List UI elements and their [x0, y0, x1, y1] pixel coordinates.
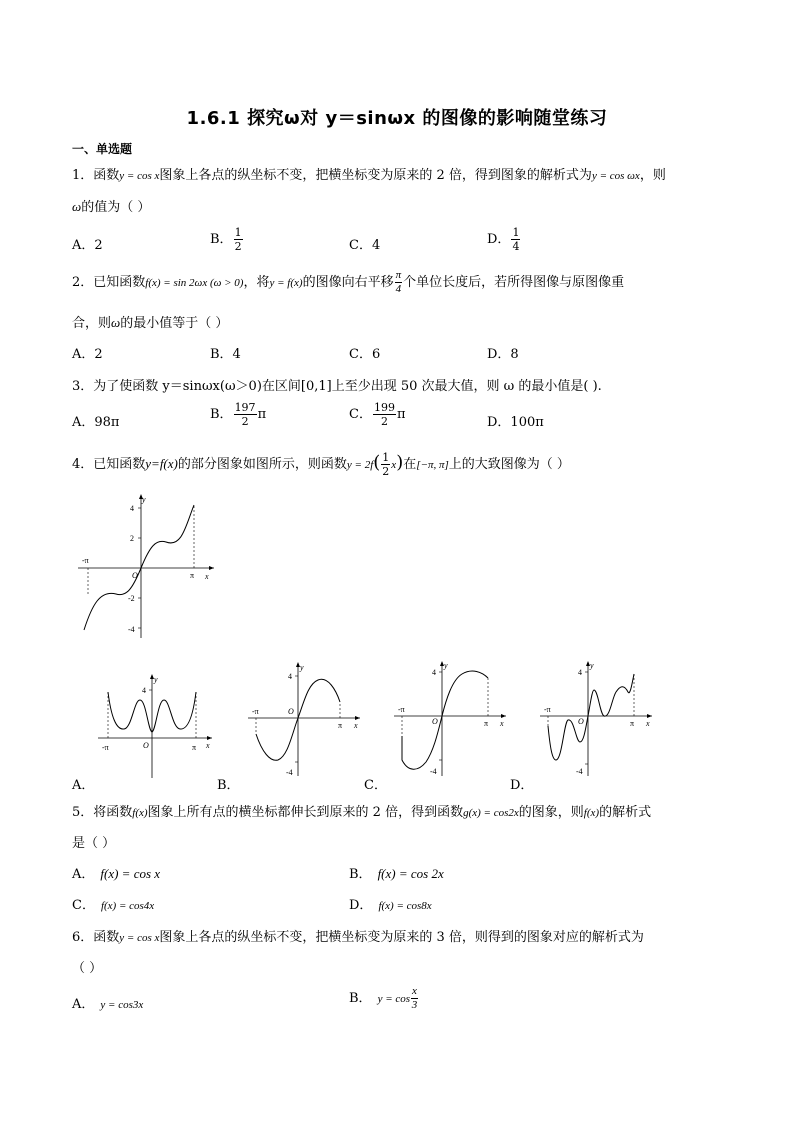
q5-formula-1: f(x)	[132, 807, 148, 819]
q5-option-b-label: B．	[349, 867, 372, 882]
q2-text: 个单位长度后，若所得图像与原图像重	[403, 275, 625, 290]
q6-option-a-formula: y = cos3x	[100, 999, 144, 1011]
q5-text: 图象上所有点的横坐标都伸长到原来的 2 倍，得到函数	[147, 805, 464, 820]
svg-text:x: x	[354, 721, 358, 730]
q6-formula-1: y = cos x	[119, 932, 160, 944]
q2-omega: ω	[111, 315, 121, 330]
q1-text: 图象上各点的纵坐标不变，把横坐标变为原来的 2 倍，得到图象的解析式为	[159, 168, 592, 183]
tick-label: 4	[130, 504, 134, 513]
q3-line1: 3．为了使函数 y＝sinωx(ω＞0)在区间[0,1]上至少出现 50 次最大值，则 ω 的最小值是( ).	[72, 379, 602, 394]
y-label: y	[142, 495, 146, 504]
q2-formula-1: f(x) = sin 2ωx (ω > 0)	[145, 277, 244, 289]
svg-text:O: O	[432, 717, 438, 726]
q4-option-d-graph[interactable]	[538, 660, 656, 778]
q5-option-a-formula: f(x) = cos x	[100, 866, 161, 881]
svg-text:-π: -π	[102, 743, 109, 752]
q5-option-b-formula: f(x) = cos 2x	[377, 866, 444, 881]
q4-line1: 4．已知函数y=f(x)的部分图象如图所示，则函数y = 2f( $\frac{1}{2}$ x)在[−π, π]上的大致图像为（ ）	[72, 451, 570, 478]
q2-formula-2: y = f(x)	[269, 277, 303, 289]
svg-text:π: π	[192, 743, 197, 752]
tick-label: 2	[130, 534, 134, 543]
q2-option-a[interactable]: A．2	[72, 347, 103, 362]
svg-text:π: π	[338, 721, 343, 730]
q2-text: 的最小值等于（ ）	[120, 316, 229, 331]
q1-option-d-fraction: $\frac{1}{4}$	[512, 226, 520, 253]
svg-text:π: π	[484, 719, 489, 728]
q5-formula-2: g(x) = cos2x	[463, 807, 519, 819]
q6-line1	[72, 926, 644, 945]
q4-option-d[interactable]: D．	[510, 778, 534, 793]
q6-text: 6．函数	[72, 930, 120, 945]
tick-label: -4	[128, 625, 135, 634]
q5-formula-3: f(x)	[583, 807, 600, 819]
q3-pi: π	[396, 407, 406, 422]
svg-text:-π: -π	[252, 707, 259, 716]
q4-interval: [−π, π]	[416, 459, 449, 471]
q2-text: 的图像向右平移	[302, 275, 394, 290]
q6-option-b-formula: y = cos	[377, 993, 411, 1005]
svg-text:-π: -π	[398, 705, 405, 714]
q3-option-c-label: C．	[349, 407, 372, 422]
q6-option-b-label: B．	[349, 991, 372, 1006]
q4-option-c-graph[interactable]	[392, 660, 510, 778]
svg-text:x: x	[646, 719, 650, 728]
q1-option-b-label: B．	[210, 232, 233, 247]
q5-option-d[interactable]	[349, 894, 432, 913]
q4-reference-graph	[78, 490, 218, 640]
q4-option-c[interactable]: C．	[364, 778, 387, 793]
svg-text:O: O	[143, 741, 149, 750]
q5-option-c-label: C．	[72, 898, 95, 913]
q3-option-a[interactable]: A．98π	[72, 415, 120, 430]
q2-option-b[interactable]: B．4	[210, 347, 241, 362]
x-label: x	[205, 572, 209, 581]
q6-option-b-fraction: $\frac{x}{3}$	[411, 985, 418, 1011]
tick-label: π	[190, 571, 195, 580]
q5-line2: 是（ ）	[72, 836, 116, 851]
svg-text:y: y	[444, 661, 448, 670]
q2-line2	[72, 312, 228, 331]
q4-fraction: $\frac{1}{2}$	[382, 451, 390, 478]
svg-text:x: x	[500, 719, 504, 728]
q3-option-b[interactable]	[210, 402, 266, 427]
q5-text: 5．将函数	[72, 805, 133, 820]
q2-option-d[interactable]: D．8	[487, 347, 519, 362]
q5-option-b[interactable]	[349, 863, 444, 882]
q1-option-a[interactable]: A．2	[72, 238, 103, 253]
q1-text: 的值为（ ）	[81, 200, 151, 215]
q3-pi: π	[257, 407, 267, 422]
q1-option-b-fraction: $\frac{1}{2}$	[234, 226, 242, 253]
q6-option-a[interactable]	[72, 993, 143, 1012]
q4-formula-1: y=f(x)	[145, 456, 178, 471]
q4-text: 上的大致图像为（ ）	[448, 457, 570, 472]
svg-text:4: 4	[288, 672, 292, 681]
tick-label: -2	[128, 594, 135, 603]
q4-text: 的部分图象如图所示，则函数	[177, 457, 347, 472]
q1-formula-2: y = cos ωx	[591, 170, 640, 182]
curve	[84, 505, 194, 630]
svg-text:-4: -4	[286, 768, 293, 777]
q5-option-a-label: A．	[72, 867, 95, 882]
q4-option-a-graph[interactable]	[96, 672, 216, 780]
q4-option-b-graph[interactable]	[246, 660, 364, 778]
q1-omega: ω	[72, 199, 82, 214]
page-title: 1.6.1 探究ω对 y＝sinωx 的图像的影响随堂练习	[186, 108, 608, 129]
q1-option-b[interactable]	[210, 227, 244, 252]
svg-text:y: y	[154, 675, 158, 684]
svg-text:4: 4	[432, 668, 436, 677]
svg-text:π: π	[630, 719, 635, 728]
section-heading: 一、单选题	[72, 142, 133, 156]
svg-text:O: O	[288, 707, 294, 716]
q6-option-a-label: A．	[72, 997, 95, 1012]
svg-text:-4: -4	[576, 767, 583, 776]
q5-option-d-formula: f(x) = cos8x	[378, 900, 432, 912]
q5-line1	[72, 801, 651, 820]
svg-text:-4: -4	[430, 767, 437, 776]
q1-text: 1．函数	[72, 168, 120, 183]
q3-option-c-fraction: $\frac{199}{2}$	[373, 401, 395, 428]
svg-text:4: 4	[578, 668, 582, 677]
q5-text: 的图象，则	[518, 805, 584, 820]
q6-option-b[interactable]	[349, 986, 419, 1011]
q4-formula-2: y = 2f	[346, 459, 374, 471]
q6-text: 图象上各点的纵坐标不变，把横坐标变为原来的 3 倍，则得到的图象对应的解析式为	[159, 930, 644, 945]
q1-line1	[72, 164, 666, 183]
svg-text:-π: -π	[544, 705, 551, 714]
q2-fraction: $\frac{\pi}{4}$	[395, 269, 402, 295]
q2-text: ，将	[243, 275, 270, 290]
q5-option-c-formula: f(x) = cos4x	[100, 900, 155, 912]
q1-option-c[interactable]: C．4	[349, 238, 381, 253]
q1-text: ，则	[639, 168, 666, 183]
q5-option-c[interactable]	[72, 894, 154, 913]
q4-text: 在	[403, 457, 417, 472]
q6-line2: （ ）	[72, 961, 103, 976]
q3-option-d[interactable]: D．100π	[487, 415, 544, 430]
svg-text:y: y	[590, 661, 594, 670]
svg-text:x: x	[206, 741, 210, 750]
q1-formula-1: y = cos x	[119, 170, 160, 182]
svg-text:4: 4	[142, 686, 146, 695]
q4-option-a[interactable]: A．	[72, 778, 95, 793]
q1-option-d-label: D．	[487, 232, 511, 247]
q5-text: 的解析式	[599, 805, 652, 820]
q4-text: 4．已知函数	[72, 457, 146, 472]
q4-option-b[interactable]: B．	[217, 778, 240, 793]
svg-text:y: y	[300, 663, 304, 672]
q3-option-b-fraction: $\frac{197}{2}$	[234, 401, 256, 428]
svg-text:O: O	[578, 717, 584, 726]
q1-option-d[interactable]	[487, 227, 521, 252]
tick-label: -π	[82, 556, 89, 565]
q2-line1	[72, 270, 624, 295]
q5-option-d-label: D．	[349, 898, 373, 913]
q3-option-b-label: B．	[210, 407, 233, 422]
q3-option-c[interactable]	[349, 402, 406, 427]
origin-label: O	[132, 571, 138, 580]
q2-text: 2．已知函数	[72, 275, 146, 290]
q2-option-c[interactable]: C．6	[349, 347, 381, 362]
q2-text: 合，则	[72, 316, 112, 331]
q1-line2	[72, 196, 150, 215]
q5-option-a[interactable]	[72, 863, 160, 882]
